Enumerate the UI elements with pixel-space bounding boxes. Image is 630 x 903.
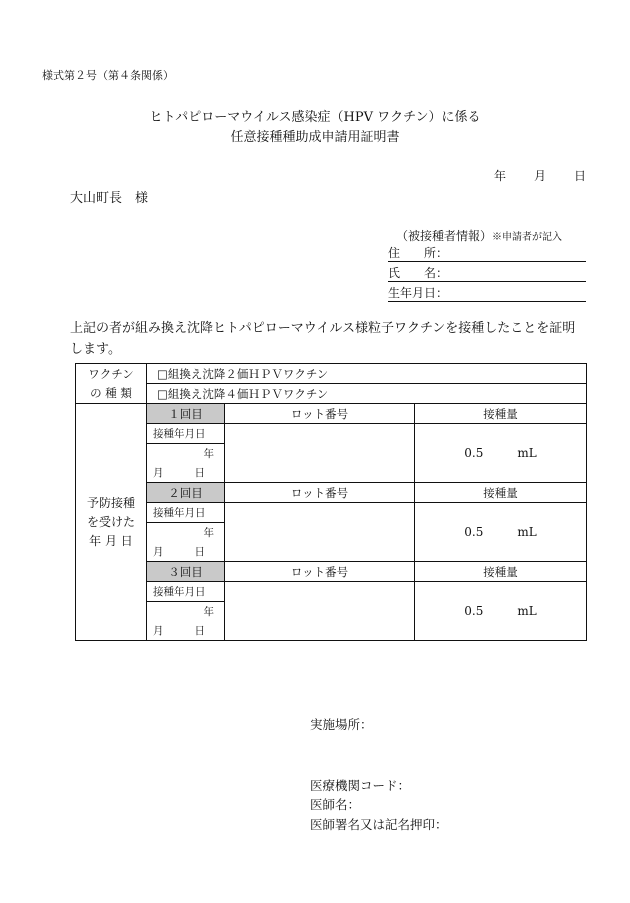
vaccine-option-quadrivalent[interactable]: □組換え沈降４価ＨＰＶワクチン <box>147 384 587 404</box>
dose-3-day: 日 <box>194 625 205 637</box>
certification-statement: 上記の者が組み換え沈降ヒトパピローマウイルス様粒子ワクチンを接種したことを証明します。 <box>70 321 576 357</box>
applicant-section-title: （被接種者情報） <box>396 229 493 243</box>
dose-1-month: 月 <box>153 467 164 479</box>
dose-3-date-label: 接種年月日 <box>147 582 225 602</box>
applicant-section-header <box>396 227 562 244</box>
vaccine-option-bivalent[interactable]: □組換え沈降２価ＨＰＶワクチン <box>147 364 587 384</box>
dose-1-date-label: 接種年月日 <box>147 424 225 444</box>
vaccine-type-label-line2: の 種 類 <box>90 385 132 400</box>
document-title-line2: 任意接種種助成申請用証明書 <box>230 130 400 145</box>
vaccination-place-label: 実施場所： <box>310 717 373 732</box>
dose-2-month-day[interactable] <box>147 542 225 562</box>
vaccination-date-label <box>76 404 147 641</box>
dose-3-amount-header: 接種量 <box>415 562 587 582</box>
dose-3-amount-value: 0.5 <box>464 604 484 618</box>
address-field[interactable] <box>388 244 586 262</box>
dose-2-lot-number[interactable] <box>225 503 415 562</box>
name-label: 氏 名： <box>388 266 449 280</box>
vaccine-type-label <box>76 364 147 404</box>
applicant-section-note: ※申請者が記入 <box>492 232 563 243</box>
issue-date <box>494 167 586 184</box>
date-month-label: 月 <box>534 169 547 183</box>
dose-1-year[interactable]: 年 <box>147 444 225 464</box>
dose-1-amount-unit: mL <box>517 446 537 460</box>
dose-3-month-day[interactable] <box>147 621 225 641</box>
dose-1-amount-header: 接種量 <box>415 404 587 424</box>
addressee: 大山町長 様 <box>70 191 149 206</box>
dose-3-month: 月 <box>153 625 164 637</box>
dose-2-amount-header: 接種量 <box>415 483 587 503</box>
dose-1-month-day[interactable] <box>147 463 225 483</box>
dose-1-day: 日 <box>194 467 205 479</box>
dose-1-amount <box>415 424 587 483</box>
dose-2-amount <box>415 503 587 562</box>
dose-2-date-label: 接種年月日 <box>147 503 225 523</box>
date-year-label: 年 <box>494 169 507 183</box>
doctor-signature-label: 医師署名又は記名押印： <box>310 817 448 832</box>
birthdate-label: 生年月日： <box>388 286 449 300</box>
dose-2-amount-value: 0.5 <box>464 525 484 539</box>
dose-3-lot-number[interactable] <box>225 582 415 641</box>
vaccination-date-label-line1: 予防接種 <box>86 495 135 510</box>
dose-2-day: 日 <box>194 546 205 558</box>
dose-2-amount-unit: mL <box>517 525 537 539</box>
vaccination-table <box>75 363 587 641</box>
vaccine-type-label-line1: ワクチン <box>88 366 134 381</box>
institution-code-label: 医療機関コード： <box>310 778 411 793</box>
address-label: 住 所： <box>388 246 449 260</box>
doctor-name-label: 医師名： <box>310 797 361 812</box>
dose-2-month: 月 <box>153 546 164 558</box>
dose-3-label: ３回目 <box>147 562 225 582</box>
date-day-label: 日 <box>574 169 587 183</box>
dose-1-lot-number[interactable] <box>225 424 415 483</box>
form-number: 様式第２号（第４条関係） <box>42 69 174 82</box>
dose-2-year[interactable]: 年 <box>147 523 225 543</box>
dose-3-year[interactable]: 年 <box>147 602 225 622</box>
dose-1-amount-value: 0.5 <box>464 446 484 460</box>
birthdate-field[interactable] <box>388 284 586 302</box>
dose-1-label: １回目 <box>147 404 225 424</box>
document-title-line1: ヒトパピローマウイルス感染症（HPV ワクチン）に係る <box>149 110 481 125</box>
dose-3-amount-unit: mL <box>517 604 537 618</box>
dose-3-lot-header: ロット番号 <box>225 562 415 582</box>
dose-2-lot-header: ロット番号 <box>225 483 415 503</box>
dose-2-label: ２回目 <box>147 483 225 503</box>
vaccination-date-label-line3: 年 月 日 <box>89 533 133 548</box>
dose-1-lot-header: ロット番号 <box>225 404 415 424</box>
dose-3-amount <box>415 582 587 641</box>
name-field[interactable] <box>388 264 586 282</box>
vaccination-date-label-line2: を受けた <box>86 514 135 529</box>
